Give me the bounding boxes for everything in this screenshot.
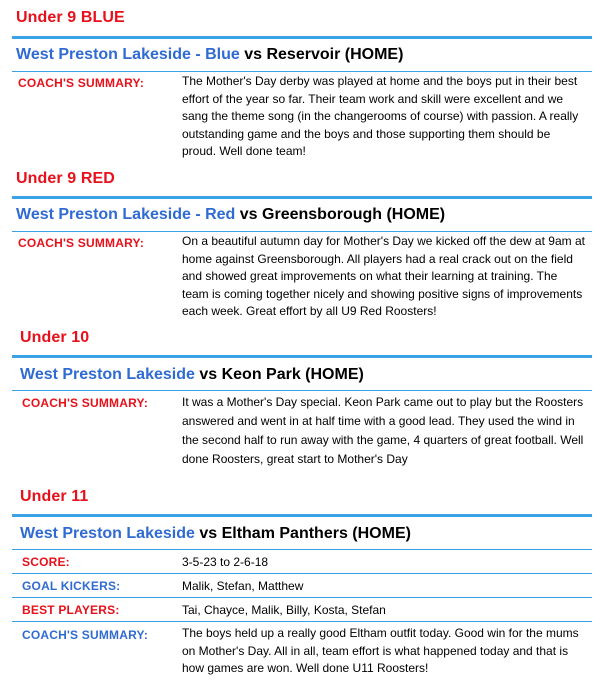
u11-goal-label: GOAL KICKERS: bbox=[22, 579, 121, 593]
u11-heading: Under 11 bbox=[20, 488, 89, 505]
u10-rule bbox=[12, 355, 592, 358]
u11-divider-2 bbox=[12, 573, 592, 574]
u11-match-title bbox=[20, 525, 411, 543]
u10-summary: It was a Mother's Day special. Keon Park came out to play but the Roosters answered and went in at half time with a good lead. They used the wind in the second half to run away with the game, 4 quarters of great football. Well done Roosters, great start to Mother's Day bbox=[182, 395, 584, 466]
u10-summary-label: COACH'S SUMMARY: bbox=[22, 396, 149, 410]
u9-blue-rule bbox=[12, 36, 592, 39]
u9-red-divider bbox=[12, 231, 592, 232]
u9-red-heading: Under 9 RED bbox=[16, 170, 115, 187]
u10-opponent: vs Keon Park (HOME) bbox=[199, 366, 364, 383]
u11-rule bbox=[12, 514, 592, 517]
u11-score: 3-5-23 to 2-6-18 bbox=[182, 555, 269, 569]
u9-red-match-title bbox=[16, 206, 445, 224]
u9-red-club: West Preston Lakeside - Red bbox=[16, 206, 236, 223]
u11-opponent: vs Eltham Panthers (HOME) bbox=[199, 525, 411, 542]
u10-club: West Preston Lakeside bbox=[20, 366, 195, 383]
u11-club: West Preston Lakeside bbox=[20, 525, 195, 542]
u11-best-players: Tai, Chayce, Malik, Billy, Kosta, Stefan bbox=[182, 603, 386, 617]
u11-goal-kickers: Malik, Stefan, Matthew bbox=[182, 579, 304, 593]
u9-blue-match-title bbox=[16, 46, 403, 64]
u9-blue-divider bbox=[12, 71, 592, 72]
u9-red-summary-label: COACH'S SUMMARY: bbox=[18, 236, 145, 250]
u11-summary-label: COACH'S SUMMARY: bbox=[22, 628, 149, 642]
u9-blue-opponent: vs Reservoir (HOME) bbox=[244, 46, 404, 63]
u11-divider-3 bbox=[12, 597, 592, 598]
u11-score-label: SCORE: bbox=[22, 555, 70, 569]
u10-heading: Under 10 bbox=[20, 329, 90, 346]
u11-summary: The boys held up a really good Eltham outfit today. Good win for the mums on Mother's Day. All in all, team effort is what happened today and that is how games are won. Well done U11 Roosters! bbox=[182, 626, 579, 675]
u9-blue-summary: The Mother's Day derby was played at home and the boys put in their best effort of the year so far. Their team work and skill were excellent and we sang the theme song (in the changerooms of course) with passion. A really outstanding game and the boys and those supporting them should be proud. Well done team! bbox=[182, 74, 579, 158]
u9-blue-summary-label: COACH'S SUMMARY: bbox=[18, 76, 145, 90]
u10-match-title bbox=[20, 366, 364, 384]
u11-divider-1 bbox=[12, 549, 592, 550]
u9-red-summary: On a beautiful autumn day for Mother's Day we kicked off the dew at 9am at home against Greensborough. All players had a real crack out on the field and showed great improvements on what their learning at training. The team is coming together nicely and showing positive signs of improvements each week. Great effort by all U9 Red Roosters! bbox=[182, 234, 585, 318]
u11-divider-4 bbox=[12, 621, 592, 622]
u11-best-label: BEST PLAYERS: bbox=[22, 603, 120, 617]
u10-divider bbox=[12, 390, 592, 391]
u9-blue-club: West Preston Lakeside - Blue bbox=[16, 46, 240, 63]
u9-blue-heading: Under 9 BLUE bbox=[16, 9, 125, 26]
u9-red-opponent: vs Greensborough (HOME) bbox=[239, 206, 446, 223]
u9-red-rule bbox=[12, 196, 592, 199]
